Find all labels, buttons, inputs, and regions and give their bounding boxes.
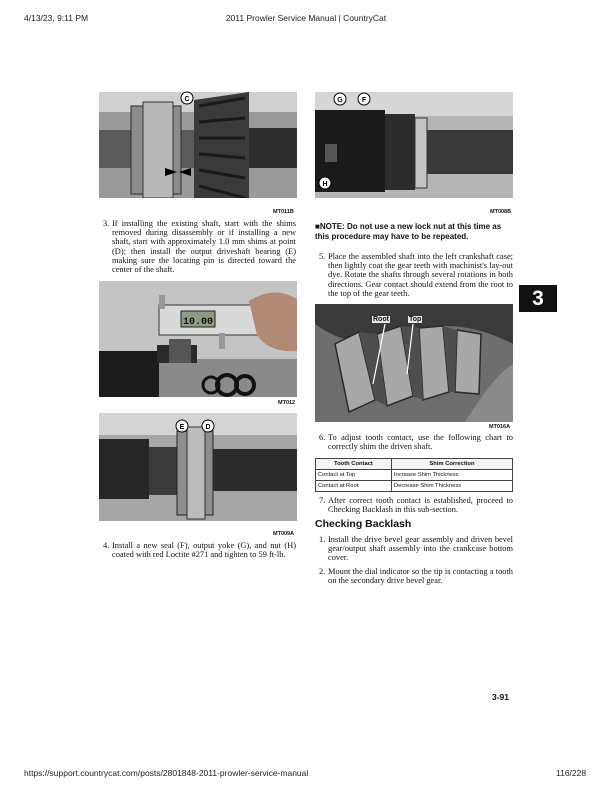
svg-text:C: C <box>184 96 190 103</box>
step-7 <box>319 496 513 514</box>
table-cell: Decrease Shim Thickness <box>391 481 512 492</box>
note-lock-nut: ■NOTE: Do not use a new lock nut at this time as this procedure may have to be repeated. <box>315 222 502 241</box>
callout-g-icon <box>333 92 347 106</box>
callout-e-icon <box>175 419 189 433</box>
step-3-number: 3. <box>103 219 110 228</box>
step-7-number: 7. <box>319 496 326 505</box>
print-url[interactable]: https://support.countrycat.com/posts/2801848-2011-prowler-service-manual <box>24 768 309 778</box>
backlash-step-2 <box>319 567 513 585</box>
manual-page-number: 3-91 <box>492 692 510 702</box>
table-header-cell: Tooth Contact <box>316 459 392 470</box>
svg-text:G: G <box>337 97 343 104</box>
table-cell: Contact at Top <box>316 470 392 481</box>
step-5 <box>319 252 513 298</box>
section-tab: 3 <box>519 285 557 312</box>
svg-text:H: H <box>322 181 328 188</box>
step-3 <box>103 219 296 274</box>
step-7-text: After correct tooth contact is established, proceed to Checking Backlash in this sub-section. <box>328 496 513 515</box>
step-4-number: 4. <box>103 541 110 550</box>
figure-mt008b-photo <box>315 92 513 206</box>
figure-mt012-caption: MT012 <box>278 400 296 406</box>
figure-mt009a-photo <box>99 413 297 529</box>
figure-mt016a-caption: MT016A <box>489 424 511 430</box>
callout-h-icon <box>318 176 332 190</box>
print-page-title: 2011 Prowler Service Manual | CountryCat <box>225 13 387 23</box>
table-row <box>316 470 513 481</box>
step-4-text: Install a new seal (F), output yoke (G), and nut (H) coated with red Loctite #271 and tighten to 59 ft-lb. <box>112 541 296 560</box>
print-page-count: 116/228 <box>556 768 587 778</box>
step-6-text: To adjust tooth contact, use the following chart to correctly shim the driven shaft. <box>328 433 513 452</box>
table-row <box>316 481 513 492</box>
step-5-text: Place the assembled shaft into the left crankshaft case; then lightly coat the gear teeth with machinist's lay-out dye. Rotate the shafts through several rotations in both directions. Gear contact should extend from the root to the top of the gear teeth. <box>328 252 513 298</box>
step-6 <box>319 433 513 451</box>
backlash-step-2-text: Mount the dial indicator so the tip is contacting a tooth on the secondary drive bevel gear. <box>328 567 513 586</box>
backlash-step-1 <box>319 535 513 563</box>
backlash-step-2-number: 2. <box>319 567 326 576</box>
mt016a-label-top: Top <box>409 316 422 323</box>
table-header-cell: Shim Correction <box>391 459 512 470</box>
callout-f-icon <box>357 92 371 106</box>
step-6-number: 6. <box>319 433 326 442</box>
mt016a-label-root: Root <box>373 316 389 323</box>
figure-mt011b-caption: MT011B <box>273 209 294 215</box>
print-datetime: 4/13/23, 9:11 PM <box>24 13 89 23</box>
step-5-number: 5. <box>319 252 326 261</box>
backlash-step-1-text: Install the drive bevel gear assembly and driven bevel gear/output shaft assembly into the crankcase bottom cover. <box>328 535 513 563</box>
figure-mt011b-photo <box>99 92 297 206</box>
section-heading-checking-backlash: Checking Backlash <box>315 518 412 530</box>
backlash-step-1-number: 1. <box>319 535 326 544</box>
caliper-readout: 10.00 <box>182 317 214 328</box>
figure-mt009a-caption: MT009A <box>273 531 295 537</box>
figure-mt008b-caption: MT008B <box>490 209 512 215</box>
table-cell: Increase Shim Thickness <box>391 470 512 481</box>
svg-text:E: E <box>179 424 185 431</box>
shim-correction-table <box>315 458 513 492</box>
step-3-text: If installing the existing shaft, start with the shims removed during disassembly or if installing a new shaft, start with approximately 1.0 mm shims at point (D); then install the output driveshaft bearing (E) making sure the locating pin is directed toward the center of the shaft. <box>112 219 296 275</box>
svg-text:F: F <box>361 97 367 104</box>
table-cell: Contact at Root <box>316 481 392 492</box>
step-4 <box>103 541 296 559</box>
figure-mt012-photo <box>99 281 297 397</box>
callout-d-icon <box>201 419 215 433</box>
svg-text:D: D <box>205 424 211 431</box>
callout-c-icon <box>180 91 194 105</box>
table-header-row <box>316 459 513 470</box>
